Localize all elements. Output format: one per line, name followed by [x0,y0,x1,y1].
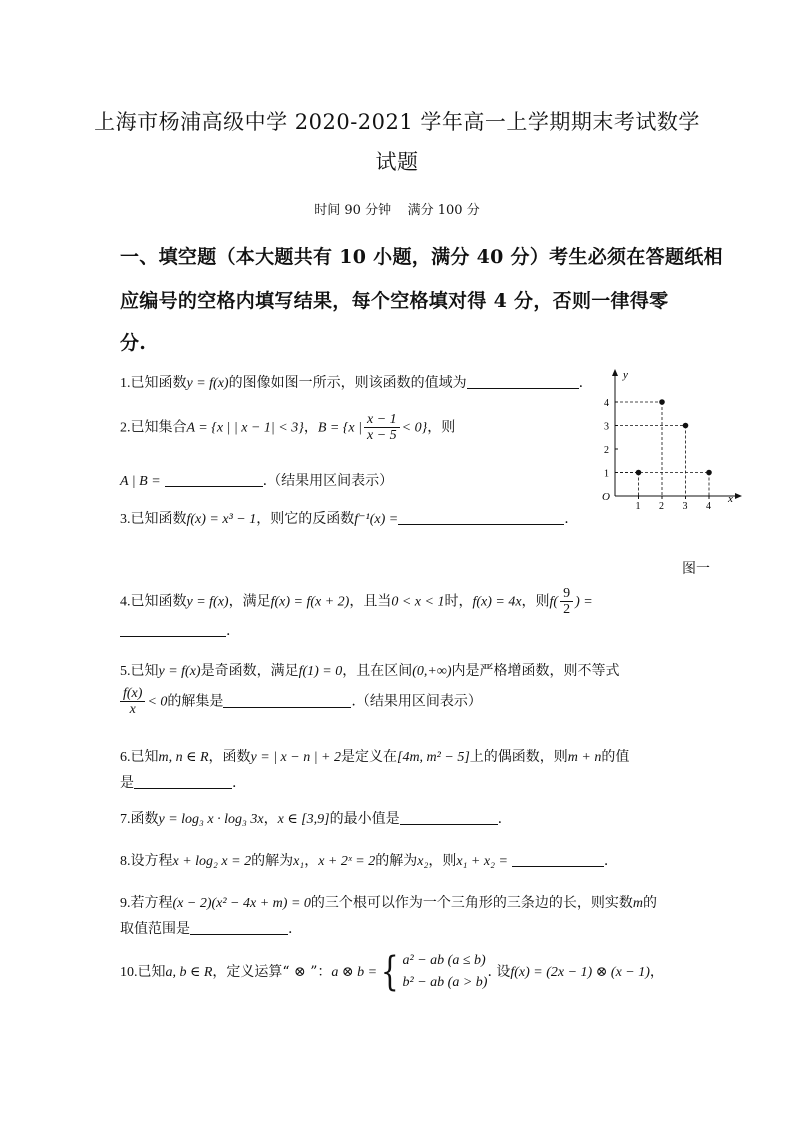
question-8 [120,850,608,870]
y-tick-label: 3 [604,421,609,433]
q7-text-a: 函数 [130,811,159,827]
q10-math-c: f(x) = (2x − 1) ⊗ (x − 1) [510,965,650,980]
q2-line2-math: A | B = [120,474,161,489]
data-point [683,423,689,429]
q10-case-2: b² − ab (a > b) [402,975,488,990]
q5-text-e: 的解集是 [167,693,224,710]
q8-sep: ， [304,853,319,869]
q7-answer-blank[interactable] [400,810,498,825]
q6-number: 6. [120,750,131,765]
q9-line2: 取值范围是 [120,921,190,937]
section-heading-line1: 一、填空题（本大题共有 10 小题，满分 40 分）考生必须在答题纸相 [120,246,723,268]
q5-frac-num: f(x) [120,686,145,702]
q10-brace: { [380,949,399,995]
q10-end: ， [649,964,664,980]
q10-text-c: . 设 [487,964,511,980]
q5-text-b: 是奇函数，满足 [200,663,299,679]
q4-math-a: y = f(x) [186,594,229,610]
q2-math-a: A = {x | | x − 1| < 3} [186,420,304,436]
q5-answer-blank[interactable] [223,693,351,708]
section-heading-line2: 应编号的空格内填写结果，每个空格填对得 4 分，否则一律得零 [120,290,669,312]
q3-number: 3. [120,512,131,527]
q10-math-a: a, b ∈ R [165,965,213,980]
q8-math-e: x₁ + x₂ = [456,854,508,869]
question-9 [120,892,657,912]
q8-text-c: 的解为 [375,853,418,869]
q5-math-c: (0,+∞) [412,664,452,679]
q2-math-c: < 0} [401,420,428,436]
figure-1-graph [595,366,745,512]
q6-text-b: ，函数 [208,749,251,765]
q8-math-d: x₂ [417,854,429,869]
q5-number: 5. [120,664,131,679]
y-tick-label: 4 [604,398,609,409]
exam-info [0,199,794,218]
q9-number: 9. [120,896,131,911]
q8-text-b: 的解为 [251,853,294,869]
page-title-line2: 试题 [375,150,419,174]
q4-text-c: ，且当 [349,593,392,610]
q8-answer-blank[interactable] [512,852,604,867]
q4-text-e: ，则 [521,593,550,610]
q4-frac-num: 9 [560,586,573,602]
q2-line2-end: .（结果用区间表示） [262,473,394,489]
question-5 [120,660,620,680]
section-heading-line3: 分. [120,332,147,354]
q5-math-d: < 0 [147,694,168,710]
q1-math-a: y = f(x) [186,376,229,391]
question-3 [120,508,569,528]
q9-math-a: (x − 2)(x² − 4x + m) = 0 [172,896,311,911]
q3-text-b: ，则它的反函数 [256,511,355,527]
score-info: 满分 100 分 [407,203,480,218]
q3-math-b: f⁻¹(x) = [354,512,399,527]
q4-math-e: f( [549,594,559,610]
question-4 [120,586,593,617]
q6-text-e: 的值 [601,749,630,765]
question-7 [120,808,502,828]
q3-answer-blank[interactable] [398,510,564,525]
question-4-line2 [120,622,230,639]
q10-cases [403,950,488,994]
q4-number: 4. [120,594,131,610]
q6-text-a: 已知 [130,749,159,765]
q10-number: 10. [120,965,138,980]
q4-end: . [226,623,231,639]
q9-text-c: 的 [643,895,658,911]
x-tick-label: 2 [659,501,664,512]
q4-text-b: ，满足 [228,593,271,610]
q9-text-b: 的三个根可以作为一个三角形的三条边的长，则实数 [310,895,633,911]
q7-sep: ， [263,811,278,827]
q1-answer-blank[interactable] [467,374,579,389]
q9-math-b: m [632,896,644,911]
question-10 [120,950,664,994]
question-6-line2 [120,772,236,792]
y-tick-label: 2 [604,445,609,456]
q9-answer-blank[interactable] [190,920,288,935]
q3-end: . [564,511,569,527]
q10-text-a: 已知 [137,964,166,980]
q7-math-b: x ∈ [3,9] [277,812,330,827]
q6-answer-blank[interactable] [134,774,232,789]
q6-text-d: 上的偶函数，则 [469,749,568,765]
q5-text-a: 已知 [130,663,159,679]
q8-math-b: x₁ [293,854,305,869]
q7-number: 7. [120,812,131,827]
q4-math-b: f(x) = f(x + 2) [270,594,350,610]
q5-text-c: ，且在区间 [342,663,413,679]
q4-text-d: 时， [444,593,473,610]
x-tick-label: 4 [706,501,711,512]
q8-math-c: x + 2ˣ = 2 [318,854,376,869]
q5-math-a: y = f(x) [158,664,201,679]
question-1 [120,372,583,392]
x-axis-arrow-icon [735,493,742,499]
figure-caption: 图一 [682,561,710,577]
page-title: 上海市杨浦高级中学 2020-2021 学年高一上学期期末考试数学 [94,110,700,134]
q6-math-c: [4m, m² − 5] [397,750,470,765]
q3-math-a: f(x) = x³ − 1 [186,512,257,527]
q4-frac-den: 2 [563,602,571,617]
time-info: 时间 90 分钟 [314,203,392,218]
q7-text-b: 的最小值是 [329,811,400,827]
q7-math-a: y = log₃ x · log₃ 3x [158,812,264,827]
q4-math-d: f(x) = 4x [472,594,522,610]
q8-end: . [603,853,609,869]
q6-math-b: y = | x − n | + 2 [250,750,341,765]
q6-text-c: 是定义在 [341,749,397,765]
q2-number: 2. [120,420,131,436]
q5-end: .（结果用区间表示） [351,693,482,710]
q1-text-b: 的图像如图一所示，则该函数的值域为 [228,375,467,391]
q6-math-d: m + n [567,750,602,765]
data-point [636,470,642,476]
q5-frac-den: x [129,702,136,717]
x-tick-label: 1 [635,501,641,512]
q5-text-d: 内是严格增函数，则不等式 [451,663,620,679]
q3-text-a: 已知函数 [130,511,187,527]
q1-text-a: 已知函数 [130,375,187,391]
q4-text-a: 已知函数 [130,593,187,610]
q2-frac-num: x − 1 [364,412,400,428]
q9-end: . [288,921,293,937]
q10-case-1: a² − ab (a ≤ b) [402,953,486,968]
q8-text-d: ，则 [428,853,457,869]
question-2-line2 [120,470,393,490]
q2-text-b: ，则 [427,419,456,436]
y-axis-label: y [623,369,628,381]
q7-end: . [497,811,503,827]
question-5-line2 [118,686,482,717]
q5-math-b: f(1) = 0 [298,664,343,679]
q4-math-f: ) = [575,594,593,610]
q10-math-b: a ⊗ b = [331,965,378,980]
q2-answer-blank[interactable] [165,472,263,487]
q6-end: . [232,775,237,791]
y-axis-arrow-icon [612,369,618,376]
question-9-line2 [120,918,292,938]
q2-fraction [364,412,400,443]
q6-line2: 是 [120,775,134,791]
q6-math-a: m, n ∈ R [158,750,209,765]
question-2 [120,412,455,443]
q2-frac-den: x − 5 [366,428,397,443]
q9-text-a: 若方程 [130,895,173,911]
data-point [706,470,712,476]
q4-fraction [560,586,573,617]
q4-answer-blank[interactable] [120,622,226,637]
q1-end: . [578,375,584,391]
x-axis-label: x [728,493,733,505]
x-tick-label: 3 [682,501,688,512]
q10-text-b: ，定义运算“ ⊗ ”： [212,964,332,980]
q1-number: 1. [120,376,131,391]
y-tick-label: 1 [604,468,609,480]
q2-math-b: B = {x | [317,420,362,436]
q4-math-c: 0 < x < 1 [391,594,445,610]
data-point [659,399,665,405]
q8-text-a: 设方程 [130,853,173,869]
q2-text-a: 已知集合 [130,419,187,436]
q8-number: 8. [120,854,131,869]
q8-math-a: x + log₂ x = 2 [172,854,252,869]
q2-sep: ， [303,419,318,436]
origin-label: O [602,491,610,503]
question-6 [120,746,629,766]
q5-fraction [120,686,145,717]
